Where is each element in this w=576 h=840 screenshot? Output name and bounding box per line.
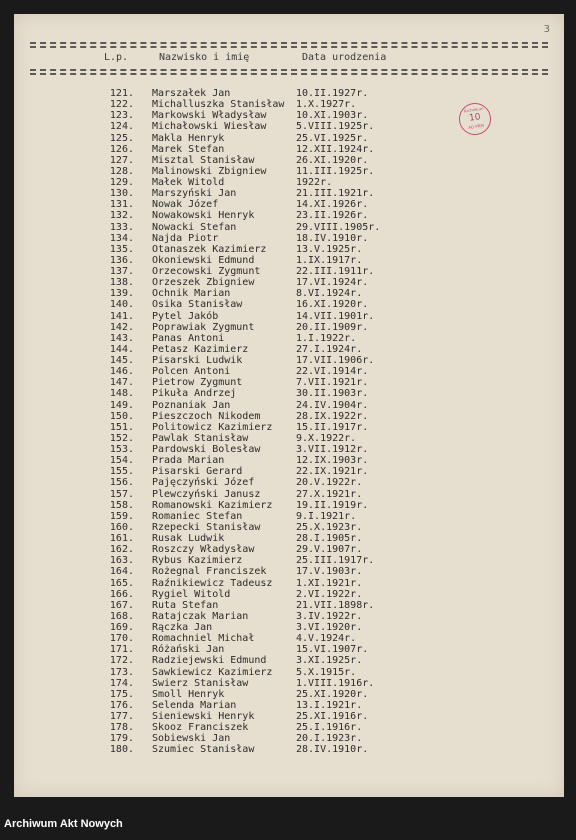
person-name: Ratajczak Marian xyxy=(152,610,249,622)
list-row xyxy=(14,377,564,388)
birth-date: 22.VI.1914r. xyxy=(296,366,369,378)
birth-date: 25.III.1917r. xyxy=(296,555,375,567)
archive-name: Archiwum Akt Nowych xyxy=(4,818,123,830)
list-row xyxy=(14,210,564,221)
header-date: Data urodzenia xyxy=(302,52,387,63)
list-row xyxy=(14,344,564,355)
person-name: Romachniel Michał xyxy=(152,633,255,645)
row-number: 166. xyxy=(109,588,134,600)
row-number: 169. xyxy=(109,622,134,633)
row-number: 168. xyxy=(109,610,134,622)
person-name: Romanowski Kazimierz xyxy=(152,499,273,511)
list-row xyxy=(14,489,564,500)
birth-date: 16.XI.1920r. xyxy=(296,299,369,311)
birth-date: 3.VII.1912r. xyxy=(296,444,369,455)
birth-date: 26.XI.1920r. xyxy=(296,154,369,166)
row-number: 133. xyxy=(109,221,134,233)
row-number: 128. xyxy=(109,165,134,177)
person-name: Poznaniak Jan xyxy=(152,399,231,411)
list-row xyxy=(14,333,564,344)
person-name: Szumiec Stanisław xyxy=(152,744,255,756)
list-row xyxy=(14,689,564,700)
person-name: Nowakowski Henryk xyxy=(152,210,255,222)
person-name: Pajęczyński Józef xyxy=(152,477,255,489)
birth-date: 3.IV.1922r. xyxy=(296,610,363,622)
list-row xyxy=(14,611,564,622)
birth-date: 15.II.1917r. xyxy=(296,421,369,433)
row-number: 173. xyxy=(109,666,134,678)
list-row xyxy=(14,644,564,655)
person-name: Misztal Stanisław xyxy=(152,154,255,166)
list-row xyxy=(14,667,564,678)
person-name: Romaniec Stefan xyxy=(152,510,243,522)
person-name: Plewczyński Janusz xyxy=(152,488,261,500)
row-number: 177. xyxy=(109,711,134,722)
row-number: 167. xyxy=(109,599,134,611)
list-row xyxy=(14,244,564,255)
person-name: Prada Marian xyxy=(152,455,225,467)
list-row xyxy=(14,233,564,244)
list-row xyxy=(14,578,564,589)
person-name: Nowak Józef xyxy=(152,199,219,211)
row-number: 176. xyxy=(109,699,134,711)
row-number: 151. xyxy=(109,421,134,433)
list-row xyxy=(14,166,564,177)
list-row xyxy=(14,311,564,322)
row-number: 121. xyxy=(109,88,134,99)
birth-date: 9.I.1921r. xyxy=(296,510,357,522)
person-name: Pytel Jakób xyxy=(152,310,219,322)
list-row xyxy=(14,700,564,711)
person-name: Smoll Henryk xyxy=(152,688,225,700)
birth-date: 17.V.1903r. xyxy=(296,566,363,578)
birth-date: 10.II.1927r. xyxy=(296,88,369,99)
list-row xyxy=(14,322,564,333)
birth-date: 25.XI.1916r. xyxy=(296,711,369,722)
birth-date: 21.VII.1898r. xyxy=(296,599,375,611)
row-number: 162. xyxy=(109,544,134,556)
row-number: 180. xyxy=(109,744,134,756)
person-name: Rzepecki Stanisław xyxy=(152,521,261,533)
person-name: Raźnikiewicz Tadeusz xyxy=(152,577,273,589)
person-name: Pietrow Zygmunt xyxy=(152,377,243,389)
person-name: Różański Jan xyxy=(152,644,225,656)
row-number: 174. xyxy=(109,677,134,689)
list-row xyxy=(14,433,564,444)
birth-date: 4.V.1924r. xyxy=(296,633,357,645)
birth-date: 17.VII.1906r. xyxy=(296,355,375,366)
row-number: 140. xyxy=(109,299,134,311)
list-row xyxy=(14,155,564,166)
name-list xyxy=(14,88,564,756)
document-page xyxy=(14,14,564,797)
list-row xyxy=(14,177,564,188)
birth-date: 12.IX.1903r. xyxy=(296,455,369,467)
birth-date: 1.XI.1921r. xyxy=(296,577,363,589)
person-name: Otanaszek Kazimierz xyxy=(152,243,267,255)
stamp-text-top: Archiwum xyxy=(463,105,484,114)
birth-date: 24.IV.1904r. xyxy=(296,399,369,411)
birth-date: 28.I.1905r. xyxy=(296,533,363,544)
row-number: 164. xyxy=(109,566,134,578)
birth-date: 28.IV.1910r. xyxy=(296,744,369,756)
birth-date: 10.XI.1903r. xyxy=(296,110,369,122)
header-divider xyxy=(30,69,548,71)
birth-date: 12.XII.1924r. xyxy=(296,143,375,155)
row-number: 147. xyxy=(109,377,134,389)
person-name: Panas Antoni xyxy=(152,332,225,344)
person-name: Radziejewski Edmund xyxy=(152,655,267,667)
person-name: Sobiewski Jan xyxy=(152,733,231,745)
row-number: 123. xyxy=(109,110,134,122)
row-number: 131. xyxy=(109,199,134,211)
person-name: Pisarski Gerard xyxy=(152,466,243,478)
row-number: 179. xyxy=(109,733,134,745)
birth-date: 15.VI.1907r. xyxy=(296,644,369,656)
row-number: 171. xyxy=(109,644,134,656)
list-row xyxy=(14,555,564,566)
row-number: 146. xyxy=(109,366,134,378)
birth-date: 25.XI.1920r. xyxy=(296,688,369,700)
row-number: 160. xyxy=(109,521,134,533)
person-name: Rusak Ludwik xyxy=(152,533,225,544)
birth-date: 8.VI.1924r. xyxy=(296,288,363,300)
row-number: 138. xyxy=(109,277,134,289)
footer-bar xyxy=(0,797,576,840)
list-row xyxy=(14,633,564,644)
birth-date: 20.V.1922r. xyxy=(296,477,363,489)
list-row xyxy=(14,444,564,455)
list-row xyxy=(14,722,564,733)
person-name: Rygiel Witold xyxy=(152,588,231,600)
birth-date: 5.VIII.1925r. xyxy=(296,121,375,133)
birth-date: 3.XI.1925r. xyxy=(296,655,363,667)
list-row xyxy=(14,522,564,533)
list-row xyxy=(14,711,564,722)
person-name: Sieniewski Henryk xyxy=(152,711,255,722)
person-name: Makla Henryk xyxy=(152,132,225,144)
list-row xyxy=(14,99,564,110)
birth-date: 13.I.1921r. xyxy=(296,699,363,711)
person-name: Nowacki Stefan xyxy=(152,221,237,233)
birth-date: 23.II.1926r. xyxy=(296,210,369,222)
row-number: 155. xyxy=(109,466,134,478)
list-row xyxy=(14,455,564,466)
birth-date: 1.VIII.1916r. xyxy=(296,677,375,689)
birth-date: 28.IX.1922r. xyxy=(296,410,369,422)
row-number: 148. xyxy=(109,388,134,400)
birth-date: 3.VI.1920r. xyxy=(296,622,363,633)
person-name: Rączka Jan xyxy=(152,622,213,633)
birth-date: 9.X.1922r. xyxy=(296,432,357,444)
person-name: Sawkiewicz Kazimierz xyxy=(152,666,273,678)
list-row xyxy=(14,144,564,155)
row-number: 142. xyxy=(109,321,134,333)
person-name: Skooz Franciszek xyxy=(152,722,249,734)
row-number: 122. xyxy=(109,99,134,111)
person-name: Michałowski Wiesław xyxy=(152,121,267,133)
list-row xyxy=(14,388,564,399)
row-number: 175. xyxy=(109,688,134,700)
stamp-text-bottom: AO PRM xyxy=(467,122,485,130)
row-number: 157. xyxy=(109,488,134,500)
person-name: Markowski Władysław xyxy=(152,110,267,122)
list-row xyxy=(14,266,564,277)
birth-date: 25.VI.1925r. xyxy=(296,132,369,144)
row-number: 125. xyxy=(109,132,134,144)
list-row xyxy=(14,400,564,411)
list-row xyxy=(14,655,564,666)
birth-date: 18.IV.1910r. xyxy=(296,232,369,244)
row-number: 172. xyxy=(109,655,134,667)
list-row xyxy=(14,678,564,689)
person-name: Polcen Antoni xyxy=(152,366,231,378)
person-name: Petasz Kazimierz xyxy=(152,343,249,355)
person-name: Rybus Kazimierz xyxy=(152,555,243,567)
top-divider xyxy=(30,42,548,44)
birth-date: 25.I.1916r. xyxy=(296,722,363,734)
list-row xyxy=(14,121,564,132)
row-number: 165. xyxy=(109,577,134,589)
person-name: Ochnik Marian xyxy=(152,288,231,300)
birth-date: 22.IX.1921r. xyxy=(296,466,369,478)
row-number: 170. xyxy=(109,633,134,645)
list-row xyxy=(14,544,564,555)
row-number: 143. xyxy=(109,332,134,344)
list-row xyxy=(14,600,564,611)
row-number: 153. xyxy=(109,444,134,455)
person-name: Osika Stanisław xyxy=(152,299,243,311)
row-number: 127. xyxy=(109,154,134,166)
row-number: 145. xyxy=(109,355,134,366)
row-number: 135. xyxy=(109,243,134,255)
row-number: 150. xyxy=(109,410,134,422)
list-row xyxy=(14,133,564,144)
row-number: 178. xyxy=(109,722,134,734)
row-number: 132. xyxy=(109,210,134,222)
row-number: 156. xyxy=(109,477,134,489)
birth-date: 30.II.1903r. xyxy=(296,388,369,400)
birth-date: 14.XI.1926r. xyxy=(296,199,369,211)
list-row xyxy=(14,188,564,199)
list-row xyxy=(14,299,564,310)
birth-date: 7.VII.1921r. xyxy=(296,377,369,389)
birth-date: 1.X.1927r. xyxy=(296,99,357,111)
row-number: 163. xyxy=(109,555,134,567)
birth-date: 17.VI.1924r. xyxy=(296,277,369,289)
row-number: 137. xyxy=(109,266,134,277)
list-row xyxy=(14,288,564,299)
birth-date: 27.I.1924r. xyxy=(296,343,363,355)
birth-date: 20.II.1909r. xyxy=(296,321,369,333)
row-number: 159. xyxy=(109,510,134,522)
row-number: 136. xyxy=(109,254,134,266)
stamp-number: 10 xyxy=(468,112,482,124)
person-name: Najda Piotr xyxy=(152,232,219,244)
birth-date: 2.VI.1922r. xyxy=(296,588,363,600)
person-name: Michalluszka Stanisław xyxy=(152,99,285,111)
birth-date: 11.III.1925r. xyxy=(296,165,375,177)
person-name: Marszałek Jan xyxy=(152,88,231,99)
row-number: 139. xyxy=(109,288,134,300)
person-name: Pieszczoch Nikodem xyxy=(152,410,261,422)
row-number: 144. xyxy=(109,343,134,355)
birth-date: 5.X.1915r. xyxy=(296,666,357,678)
birth-date: 25.X.1923r. xyxy=(296,521,363,533)
person-name: Pikuła Andrzej xyxy=(152,388,237,400)
list-row xyxy=(14,366,564,377)
list-row xyxy=(14,589,564,600)
header-divider-2 xyxy=(30,73,548,75)
list-row xyxy=(14,477,564,488)
birth-date: 22.III.1911r. xyxy=(296,266,375,277)
list-row xyxy=(14,110,564,121)
row-number: 158. xyxy=(109,499,134,511)
row-number: 154. xyxy=(109,455,134,467)
birth-date: 20.I.1923r. xyxy=(296,733,363,745)
list-row xyxy=(14,88,564,99)
person-name: Marek Stefan xyxy=(152,143,225,155)
person-name: Orzeszek Zbigniew xyxy=(152,277,255,289)
list-row xyxy=(14,222,564,233)
table-header xyxy=(14,52,564,68)
person-name: Selenda Marian xyxy=(152,699,237,711)
person-name: Okoniewski Edmund xyxy=(152,254,255,266)
row-number: 130. xyxy=(109,188,134,200)
person-name: Poprawiak Zygmunt xyxy=(152,321,255,333)
birth-date: 29.VIII.1905r. xyxy=(296,221,381,233)
person-name: Ruta Stefan xyxy=(152,599,219,611)
person-name: Pawlak Stanisław xyxy=(152,432,249,444)
birth-date: 1.IX.1917r. xyxy=(296,254,363,266)
person-name: Swierz Stanisław xyxy=(152,677,249,689)
person-name: Rożegnal Franciszek xyxy=(152,566,267,578)
person-name: Pardowski Bolesław xyxy=(152,444,261,455)
list-row xyxy=(14,277,564,288)
list-row xyxy=(14,411,564,422)
header-name: Nazwisko i imię xyxy=(159,52,250,63)
list-row xyxy=(14,744,564,755)
row-number: 149. xyxy=(109,399,134,411)
list-row xyxy=(14,355,564,366)
row-number: 152. xyxy=(109,432,134,444)
list-row xyxy=(14,255,564,266)
row-number: 141. xyxy=(109,310,134,322)
birth-date: 13.V.1925r. xyxy=(296,243,363,255)
birth-date: 29.V.1907r. xyxy=(296,544,363,556)
top-divider-2 xyxy=(30,46,548,48)
birth-date: 1.I.1922r. xyxy=(296,332,357,344)
birth-date: 14.VII.1901r. xyxy=(296,310,375,322)
row-number: 129. xyxy=(109,177,134,188)
list-row xyxy=(14,199,564,210)
birth-date: 21.III.1921r. xyxy=(296,188,375,200)
list-row xyxy=(14,566,564,577)
person-name: Pisarski Ludwik xyxy=(152,355,243,366)
list-row xyxy=(14,511,564,522)
row-number: 124. xyxy=(109,121,134,133)
list-row xyxy=(14,422,564,433)
person-name: Politowicz Kazimierz xyxy=(152,421,273,433)
row-number: 161. xyxy=(109,533,134,544)
person-name: Małek Witold xyxy=(152,177,225,188)
birth-date: 27.X.1921r. xyxy=(296,488,363,500)
person-name: Roszczy Władysław xyxy=(152,544,255,556)
birth-date: 1922r. xyxy=(296,177,333,188)
person-name: Orzecowski Zygmunt xyxy=(152,266,261,277)
row-number: 126. xyxy=(109,143,134,155)
page-number: 3 xyxy=(543,24,550,35)
list-row xyxy=(14,622,564,633)
list-row xyxy=(14,533,564,544)
list-row xyxy=(14,466,564,477)
list-row xyxy=(14,733,564,744)
person-name: Malinowski Zbigniew xyxy=(152,165,267,177)
person-name: Marszyński Jan xyxy=(152,188,237,200)
header-lp: L.p. xyxy=(104,52,129,63)
row-number: 134. xyxy=(109,232,134,244)
list-row xyxy=(14,500,564,511)
birth-date: 19.II.1919r. xyxy=(296,499,369,511)
